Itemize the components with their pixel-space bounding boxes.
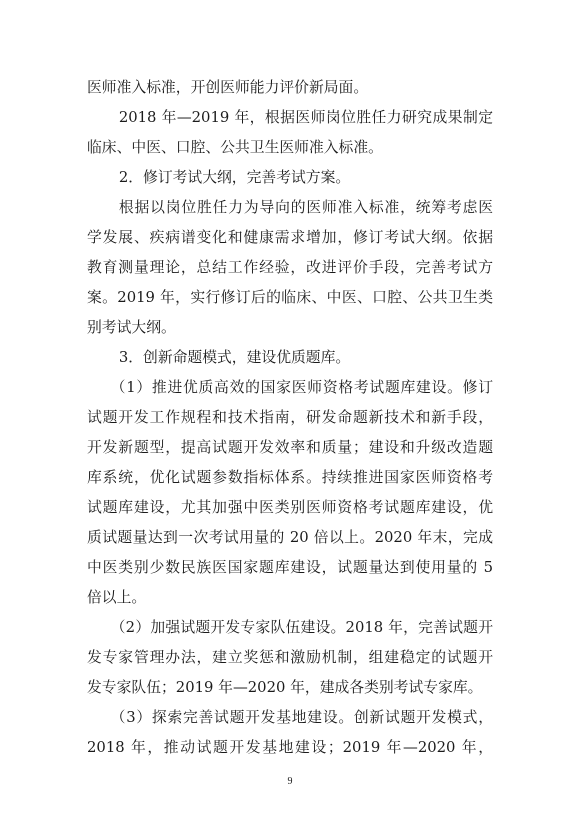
text-line: 中医类别少数民族医国家题库建设，试题量达到使用量的 5 (87, 559, 493, 576)
text-line: 倍以上。 (87, 589, 147, 606)
text-line: 案。2019 年，实行修订后的临床、中医、口腔、公共卫生类 (87, 289, 493, 306)
text-line: 试题开发工作规程和技术指南，研发命题新技术和新手段， (87, 409, 493, 426)
text-line: （1）推进优质高效的国家医师资格考试题库建设。修订 (110, 379, 493, 396)
paragraph (87, 103, 493, 163)
text-line: 2018 年—2019 年，根据医师岗位胜任力研究成果制定 (118, 109, 493, 126)
text-line: 2．修订考试大纲，完善考试方案。 (118, 169, 351, 186)
document-body (87, 73, 493, 763)
text-line: 发专家管理办法，建立奖惩和激励机制，组建稳定的试题开 (87, 649, 493, 666)
text-line: 2018 年，推动试题开发基地建设；2019 年—2020 年， (87, 739, 493, 756)
text-line: （3）探索完善试题开发基地建设。创新试题开发模式， (110, 709, 493, 726)
text-line: 学发展、疾病谱变化和健康需求增加，修订考试大纲。依据 (87, 229, 493, 246)
text-line: 质试题量达到一次考试用量的 20 倍以上。2020 年末，完成 (87, 529, 493, 546)
section-heading (87, 163, 493, 193)
text-line: 3．创新命题模式，建设优质题库。 (118, 349, 351, 366)
text-line: 发专家队伍；2019 年—2020 年，建成各类别考试专家库。 (87, 679, 483, 696)
paragraph (87, 613, 493, 703)
page-number: 9 (287, 776, 293, 787)
text-line: 根据以岗位胜任力为导向的医师准入标准，统筹考虑医 (118, 199, 493, 216)
paragraph (87, 193, 493, 343)
paragraph (87, 373, 493, 613)
text-line: 库系统，优化试题参数指标体系。持续推进国家医师资格考 (87, 469, 493, 486)
text-line: 临床、中医、口腔、公共卫生医师准入标准。 (87, 139, 383, 156)
section-heading (87, 343, 493, 373)
text-line: 医师准入标准，开创医师能力评价新局面。 (87, 79, 369, 96)
paragraph (87, 703, 493, 763)
text-line: 试题库建设，尤其加强中医类别医师资格考试题库建设，优 (87, 499, 493, 516)
text-line: 别考试大纲。 (87, 319, 176, 336)
paragraph (87, 73, 493, 103)
text-line: （2）加强试题开发专家队伍建设。2018 年，完善试题开 (110, 619, 493, 636)
text-line: 教育测量理论，总结工作经验，改进评价手段，完善考试方 (87, 259, 493, 276)
text-line: 开发新题型，提高试题开发效率和质量；建设和升级改造题 (87, 439, 493, 456)
